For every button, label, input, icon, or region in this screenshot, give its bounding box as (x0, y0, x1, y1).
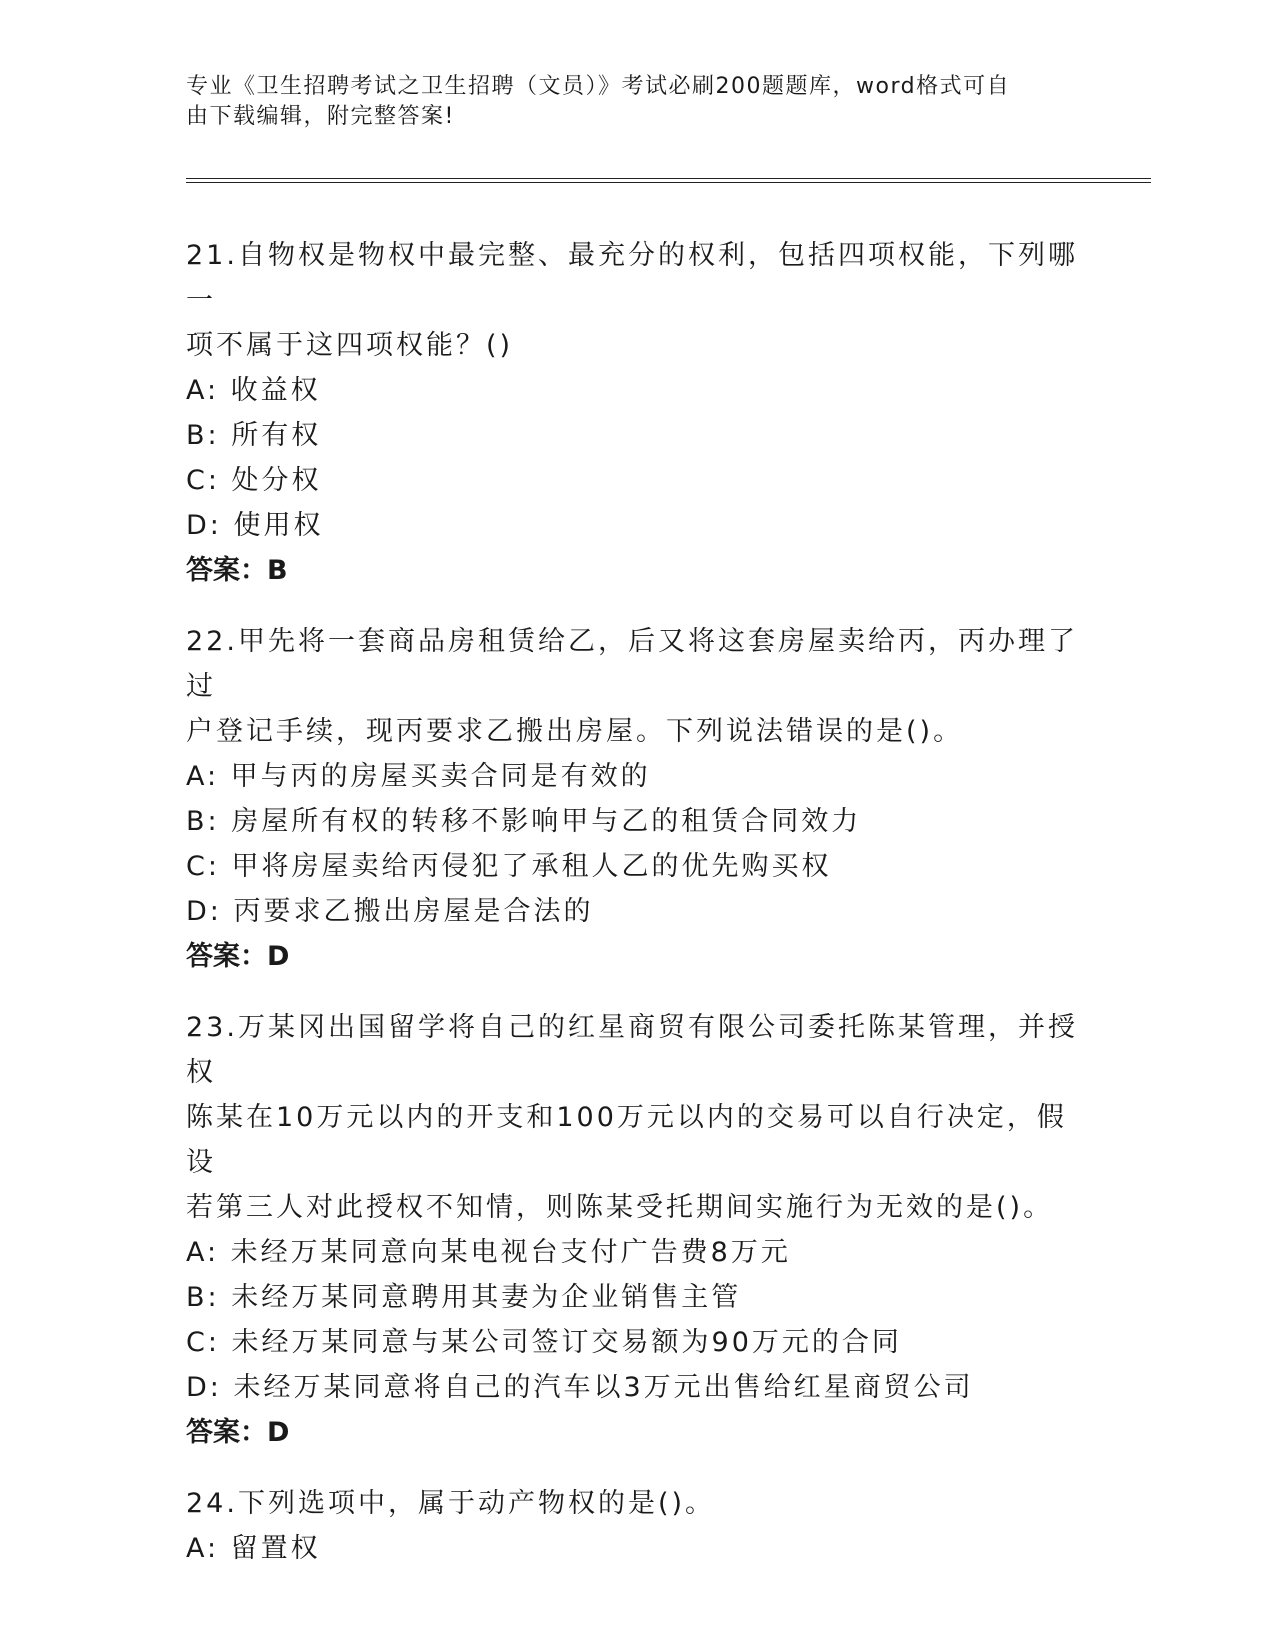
option-a: A: 留置权 (186, 1533, 321, 1564)
option-a: A: 收益权 (186, 375, 321, 406)
option-a: A: 未经万某同意向某电视台支付广告费8万元 (186, 1237, 791, 1268)
header-divider (186, 178, 1151, 183)
question-24 (186, 1481, 1086, 1571)
question-stem-line: 若第三人对此授权不知情，则陈某受托期间实施行为无效的是()。 (186, 1192, 1054, 1223)
answer: 答案：D (186, 941, 290, 972)
question-stem-line: 户登记手续，现丙要求乙搬出房屋。下列说法错误的是()。 (186, 716, 964, 747)
question-list (186, 233, 1086, 1597)
option-c: C: 甲将房屋卖给丙侵犯了承租人乙的优先购买权 (186, 851, 832, 882)
option-b: B: 未经万某同意聘用其妻为企业销售主管 (186, 1282, 742, 1313)
option-b: B: 所有权 (186, 420, 322, 451)
option-c: C: 处分权 (186, 465, 322, 496)
question-22 (186, 619, 1086, 979)
option-b: B: 房屋所有权的转移不影响甲与乙的租赁合同效力 (186, 806, 862, 837)
answer: 答案：B (186, 555, 288, 586)
question-stem-line: 21.自物权是物权中最完整、最充分的权利，包括四项权能，下列哪一 (186, 240, 1078, 316)
question-stem-line: 22.甲先将一套商品房租赁给乙，后又将这套房屋卖给丙，丙办理了过 (186, 626, 1078, 702)
option-d: D: 使用权 (186, 510, 324, 541)
option-a: A: 甲与丙的房屋买卖合同是有效的 (186, 761, 651, 792)
question-stem-line: 24.下列选项中，属于动产物权的是()。 (186, 1488, 716, 1519)
question-21 (186, 233, 1086, 593)
question-23 (186, 1005, 1086, 1455)
document-intro (186, 72, 1086, 132)
question-stem-line: 陈某在10万元以内的开支和100万元以内的交易可以自行决定，假设 (186, 1102, 1067, 1178)
option-d: D: 未经万某同意将自己的汽车以3万元出售给红星商贸公司 (186, 1372, 974, 1403)
question-stem-line: 项不属于这四项权能？() (186, 330, 514, 361)
option-d: D: 丙要求乙搬出房屋是合法的 (186, 896, 594, 927)
answer: 答案：D (186, 1417, 290, 1448)
intro-line-1: 专业《卫生招聘考试之卫生招聘（文员）》考试必刷200题题库，word格式可自 (186, 74, 1011, 99)
question-stem-line: 23.万某冈出国留学将自己的红星商贸有限公司委托陈某管理，并授权 (186, 1012, 1078, 1088)
intro-line-2: 由下载编辑，附完整答案! (186, 104, 455, 129)
option-c: C: 未经万某同意与某公司签订交易额为90万元的合同 (186, 1327, 902, 1358)
